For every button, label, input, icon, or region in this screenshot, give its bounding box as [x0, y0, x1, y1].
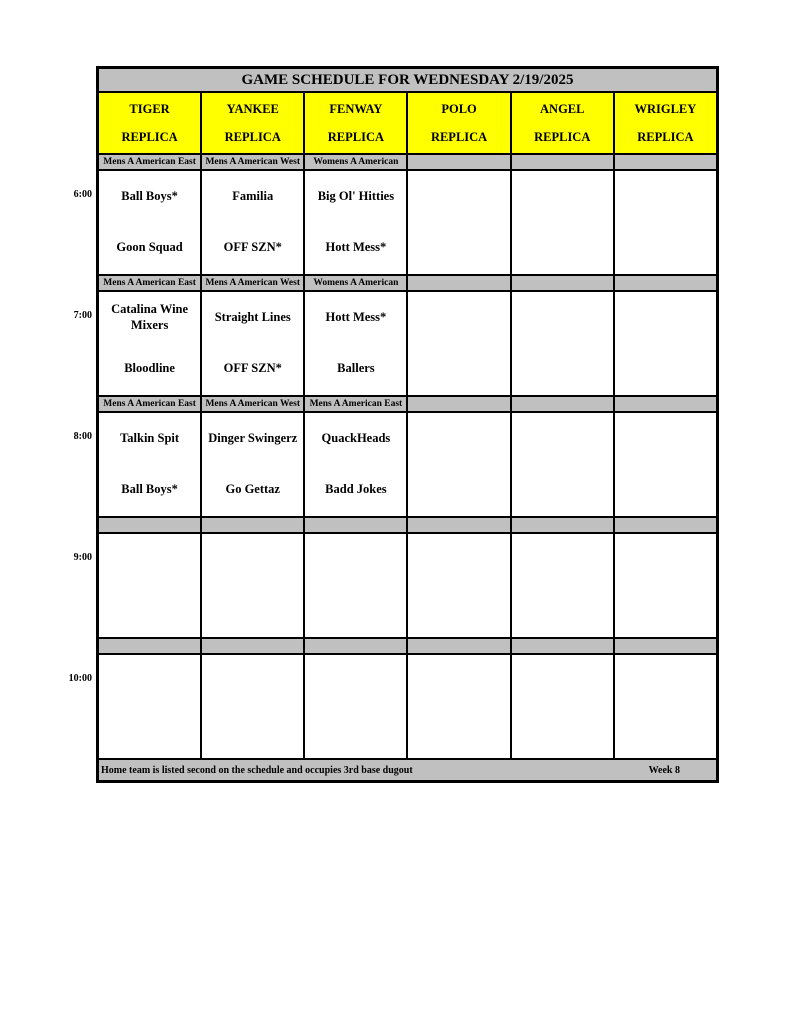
park-type: REPLICA — [637, 129, 694, 144]
division-label — [615, 397, 716, 411]
division-label — [615, 518, 716, 532]
game-cell — [99, 413, 200, 516]
game-cell — [512, 171, 613, 274]
game-cell — [202, 534, 303, 637]
game-cell — [512, 534, 613, 637]
home-team: Ball Boys* — [121, 482, 178, 497]
park-name: WRIGLEY — [634, 101, 697, 116]
division-label — [99, 518, 200, 532]
division-label — [408, 639, 509, 653]
home-team — [202, 707, 303, 759]
away-team — [615, 413, 716, 465]
away-team — [305, 534, 406, 586]
footer-bar — [99, 760, 716, 780]
home-team — [615, 707, 716, 759]
division-label — [408, 276, 509, 290]
home-team — [512, 586, 613, 638]
time-label: 8:00 — [73, 431, 92, 442]
away-team — [408, 171, 509, 223]
home-team — [408, 707, 509, 759]
away-team — [99, 534, 200, 586]
away-team: Dinger Swingerz — [208, 430, 298, 445]
division-label: Womens A American — [305, 155, 406, 169]
division-label — [615, 155, 716, 169]
division-label — [512, 397, 613, 411]
home-team: OFF SZN* — [223, 361, 282, 376]
park-name: ANGEL — [540, 101, 585, 116]
footer-note: Home team is listed second on the schedule and occupies 3rd base dugout — [101, 764, 413, 776]
away-team — [305, 655, 406, 707]
away-team — [408, 534, 509, 586]
away-team — [512, 534, 613, 586]
home-team — [512, 707, 613, 759]
division-label: Mens A American East — [305, 397, 406, 411]
division-label: Mens A American East — [99, 155, 200, 169]
home-team — [408, 223, 509, 275]
park-header-tiger — [99, 93, 200, 153]
home-team — [305, 707, 406, 759]
game-cell — [305, 292, 406, 395]
away-team: Familia — [232, 188, 274, 203]
park-name: FENWAY — [329, 101, 383, 116]
away-team — [512, 413, 613, 465]
away-team: Catalina Wine Mixers — [111, 302, 189, 332]
game-cell — [512, 655, 613, 758]
game-cell — [512, 413, 613, 516]
park-name: YANKEE — [226, 101, 279, 116]
division-label — [99, 639, 200, 653]
home-team — [408, 344, 509, 396]
park-type: REPLICA — [534, 129, 591, 144]
park-type: REPLICA — [121, 129, 178, 144]
division-label — [615, 276, 716, 290]
park-type: REPLICA — [430, 129, 488, 144]
home-team — [512, 223, 613, 275]
away-team — [615, 655, 716, 707]
home-team: Goon Squad — [116, 240, 183, 255]
away-team: Hott Mess* — [325, 309, 387, 324]
game-cell — [202, 292, 303, 395]
park-header-angel — [512, 93, 613, 153]
home-team: OFF SZN* — [223, 240, 282, 255]
away-team — [202, 534, 303, 586]
division-label — [305, 639, 406, 653]
division-label: Mens A American East — [99, 276, 200, 290]
game-cell — [615, 655, 716, 758]
division-label — [408, 155, 509, 169]
away-team: Ball Boys* — [121, 188, 178, 203]
time-label: 10:00 — [68, 673, 92, 684]
home-team — [615, 465, 716, 517]
game-cell — [615, 171, 716, 274]
home-team — [615, 586, 716, 638]
park-header-fenway — [305, 93, 406, 153]
game-cell — [408, 413, 509, 516]
schedule-table — [96, 66, 719, 783]
away-team — [408, 413, 509, 465]
park-header-yankee — [202, 93, 303, 153]
division-label — [202, 639, 303, 653]
game-cell — [615, 413, 716, 516]
division-label: Mens A American West — [202, 397, 303, 411]
park-type: REPLICA — [224, 129, 281, 144]
game-cell — [615, 292, 716, 395]
game-cell — [408, 292, 509, 395]
division-label — [512, 639, 613, 653]
division-label: Mens A American West — [202, 155, 303, 169]
division-label: Mens A American West — [202, 276, 303, 290]
division-label: Mens A American East — [99, 397, 200, 411]
week-badge: Week 8 — [648, 764, 680, 776]
division-label — [305, 518, 406, 532]
game-cell — [99, 292, 200, 395]
park-header-polo — [408, 93, 509, 153]
game-cell — [99, 534, 200, 637]
away-team: QuackHeads — [321, 430, 391, 445]
home-team — [615, 223, 716, 275]
park-name: POLO — [441, 101, 477, 116]
away-team — [202, 655, 303, 707]
home-team: Ballers — [337, 361, 375, 376]
home-team — [99, 707, 200, 759]
home-team — [408, 586, 509, 638]
home-team: Go Gettaz — [225, 482, 280, 497]
game-cell — [202, 171, 303, 274]
away-team — [512, 292, 613, 344]
time-label: 7:00 — [73, 310, 92, 321]
park-name: TIGER — [129, 101, 170, 116]
home-team: Badd Jokes — [325, 482, 387, 497]
game-cell — [408, 534, 509, 637]
home-team — [305, 586, 406, 638]
game-cell — [99, 655, 200, 758]
division-label — [615, 639, 716, 653]
away-team: Talkin Spit — [120, 430, 180, 445]
division-label — [512, 155, 613, 169]
away-team — [408, 292, 509, 344]
division-label — [408, 518, 509, 532]
game-cell — [305, 413, 406, 516]
away-team — [615, 534, 716, 586]
division-label — [512, 518, 613, 532]
away-team — [615, 292, 716, 344]
time-label: 9:00 — [73, 552, 92, 563]
game-cell — [512, 292, 613, 395]
game-cell — [305, 171, 406, 274]
game-cell — [408, 171, 509, 274]
home-team — [99, 586, 200, 638]
division-label: Womens A American — [305, 276, 406, 290]
division-label — [512, 276, 613, 290]
game-cell — [408, 655, 509, 758]
game-cell — [202, 655, 303, 758]
division-label — [202, 518, 303, 532]
away-team — [615, 171, 716, 223]
away-team — [408, 655, 509, 707]
home-team: Hott Mess* — [325, 240, 387, 255]
away-team — [99, 655, 200, 707]
game-cell — [615, 534, 716, 637]
home-team — [408, 465, 509, 517]
game-cell — [305, 655, 406, 758]
home-team — [202, 586, 303, 638]
away-team: Straight Lines — [214, 309, 291, 324]
home-team: Bloodline — [124, 361, 175, 376]
away-team — [512, 655, 613, 707]
away-team — [512, 171, 613, 223]
time-label: 6:00 — [73, 189, 92, 200]
game-cell — [202, 413, 303, 516]
page-title: GAME SCHEDULE FOR WEDNESDAY 2/19/2025 — [99, 69, 716, 91]
home-team — [512, 344, 613, 396]
park-type: REPLICA — [327, 129, 385, 144]
park-header-wrigley — [615, 93, 716, 153]
division-label — [408, 397, 509, 411]
game-cell — [99, 171, 200, 274]
game-cell — [305, 534, 406, 637]
home-team — [512, 465, 613, 517]
away-team: Big Ol' Hitties — [317, 188, 395, 203]
home-team — [615, 344, 716, 396]
